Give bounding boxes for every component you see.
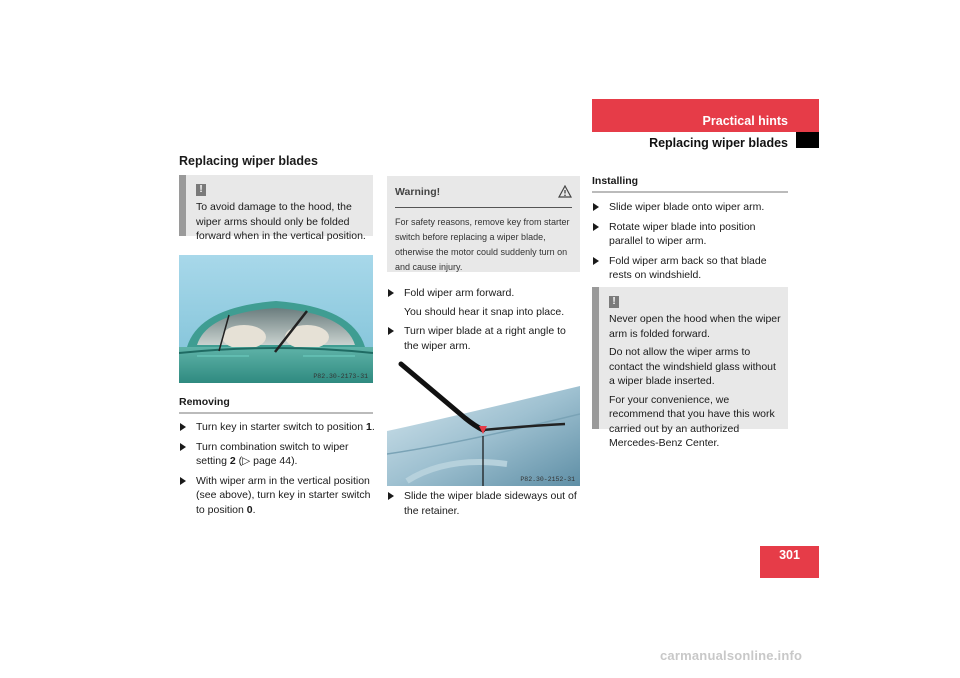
list-item: With wiper arm in the vertical position (see above), turn key in starter switch to position 0. [179,474,375,518]
step-arrow-icon [388,289,394,297]
section-heading-installing: Installing [592,175,788,193]
step-arrow-icon [593,203,599,211]
step-arrow-icon [388,327,394,335]
notice-install [592,287,788,449]
warning-triangle-icon [558,185,572,198]
middle-steps-slide [387,489,582,523]
figure-code: P82.30-2173-31 [313,373,368,380]
list-item: Fold wiper arm back so that blade rests on windshield. [592,254,790,283]
list-item: Turn wiper blade at a right angle to the wiper arm. [387,324,582,353]
warning-text: For safety reasons, remove key from starter switch before replacing a wiper blade, otherwise the motor could suddenly turn on and cause injury. [395,217,570,272]
page-number: 301 [779,548,800,562]
header-topic-title: Replacing wiper blades [649,136,788,150]
step-arrow-icon [593,223,599,231]
windshield-illustration [179,255,373,383]
notice-hood [179,175,373,242]
installing-steps [592,200,790,288]
step-arrow-icon [180,477,186,485]
middle-steps [387,286,582,358]
warning-header [395,185,572,208]
list-item: Fold wiper arm forward. You should hear it snap into place. [387,286,582,319]
notice-paragraph: Do not allow the wiper arms to contact the windshield glass without a wiper blade inserted. [609,346,776,387]
step-arrow-icon [180,423,186,431]
list-item: Rotate wiper blade into position parallel to wiper arm. [592,220,790,249]
warning-title: Warning! [395,185,441,198]
warning-box [387,176,580,272]
figure-windshield [179,255,373,383]
removing-steps [179,420,375,522]
list-item: Slide wiper blade onto wiper arm. [592,200,790,215]
figure-wiper-blade [387,356,580,486]
page-title: Replacing wiper blades [179,154,318,168]
wiper-blade-illustration [387,356,580,486]
header-tab-marker [796,132,819,148]
list-item: Turn key in starter switch to position 1. [179,420,375,435]
step-arrow-icon [388,492,394,500]
step-arrow-icon [593,257,599,265]
notice-icon: ! [609,296,619,308]
list-item: Slide the wiper blade sideways out of the retainer. [387,489,582,518]
notice-icon: ! [196,184,206,196]
section-heading-removing: Removing [179,396,373,414]
watermark: carmanualsonline.info [660,648,803,663]
figure-code: P82.30-2152-31 [520,476,575,483]
notice-paragraph: Never open the hood when the wiper arm is folded forward. [609,313,781,340]
notice-paragraph: For your convenience, we recommend that you have this work carried out by an authorized Mercedes-Benz Center. [609,393,775,449]
header-section-title: Practical hints [702,114,788,128]
step-arrow-icon [180,443,186,451]
notice-hood-text: To avoid damage to the hood, the wiper arms should only be folded forward when in the vertical position. [196,201,366,242]
list-item: Turn combination switch to wiper setting 2 (▷ page 44). [179,440,375,469]
step-note: You should hear it snap into place. [404,305,565,318]
